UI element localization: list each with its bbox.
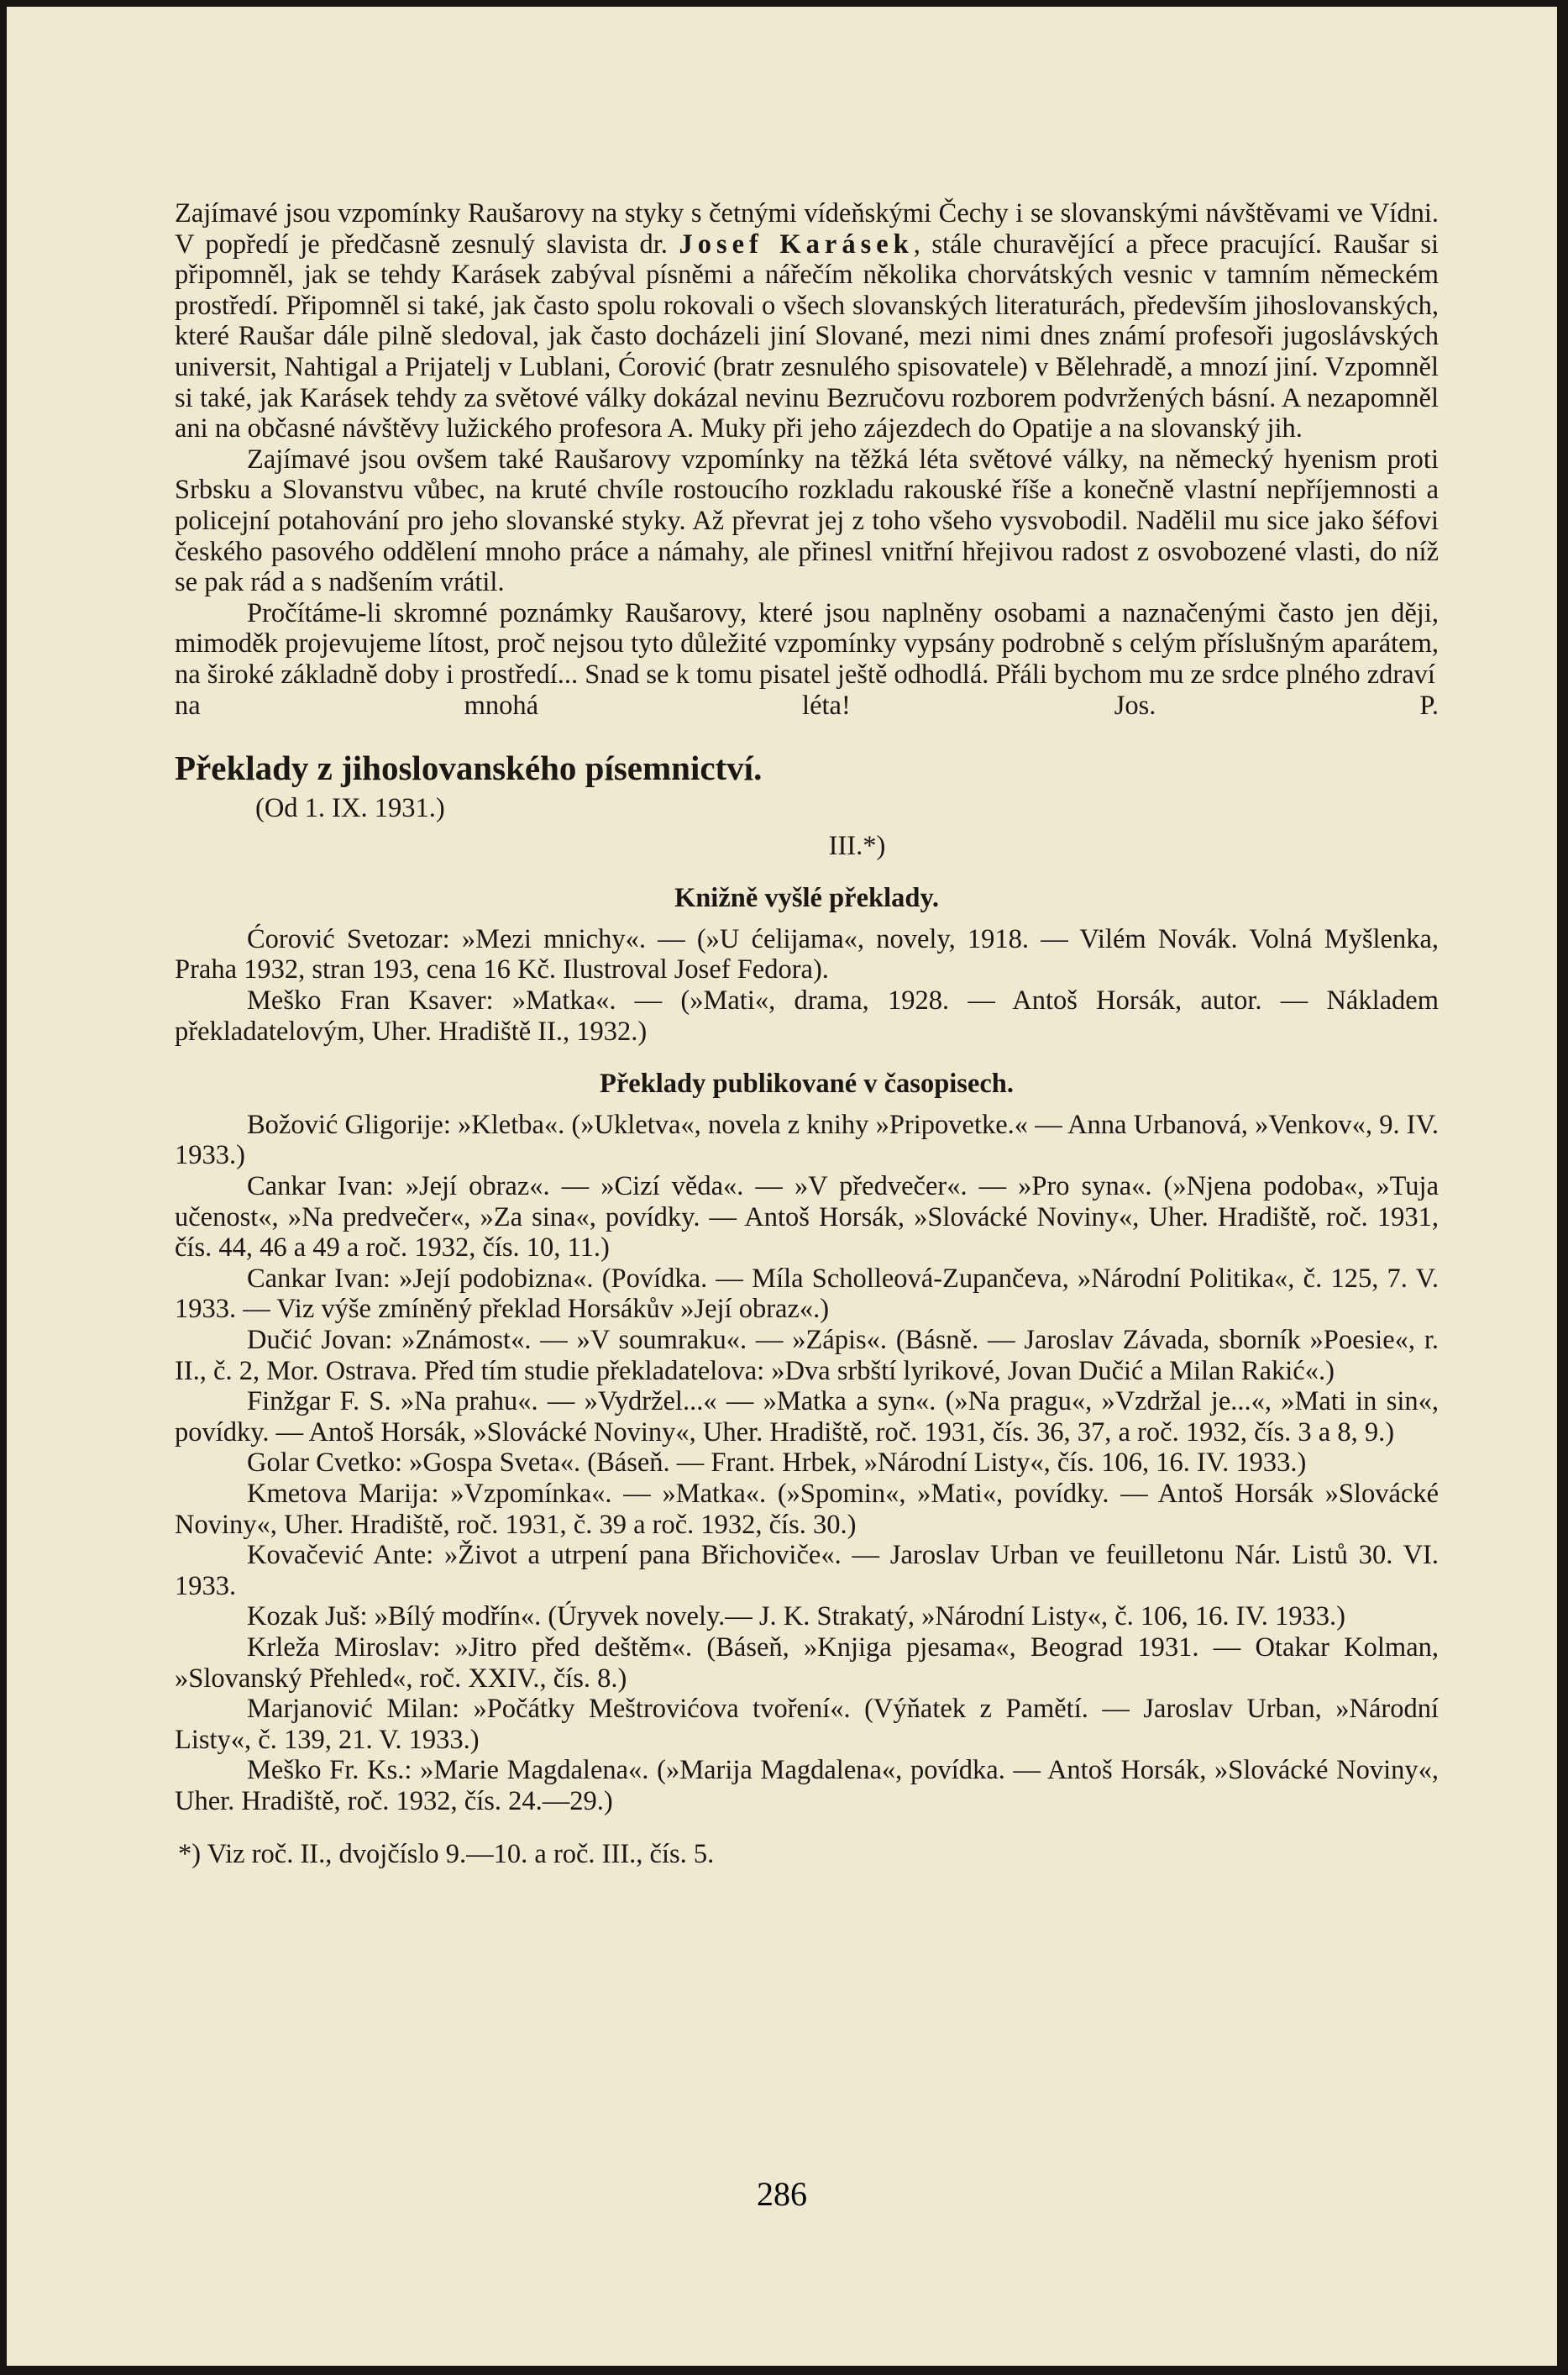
page-content bbox=[175, 198, 1439, 1869]
list-item: Ćorović Svetozar: »Mezi mnichy«. — (»U ćelijama«, novely, 1918. — Vilém Novák. Volná Myšlenka, Praha 1932, stran 193, cena 16 Kč. Ilustroval Josef Fedora). bbox=[175, 923, 1439, 985]
closing-phrase: na mnohá léta! bbox=[175, 690, 851, 721]
list-item: Kovačević Ante: »Život a utrpení pana Břichoviče«. — Jaroslav Urban ve feuilletonu Nár. Listů 30. VI. 1933. bbox=[175, 1540, 1439, 1601]
intro-paragraph-3: Pročítáme-li skromné poznámky Raušarovy, které jsou naplněny osobami a naznačenými často jen ději, mimoděk projevujeme lítost, proč nejsou tyto důležité vzpomínky vypsány podrobně s celým příslušným aparátem, na široké základně doby i prostředí... Snad se k tomu pisatel ještě odhodlá. Přáli bychom mu ze srdce plného zdraví bbox=[175, 597, 1439, 690]
books-list bbox=[175, 924, 1439, 1047]
footnote: *) Viz roč. II., dvojčíslo 9.—10. a roč. III., čís. 5. bbox=[178, 1838, 715, 1869]
section-date-range: (Od 1. IX. 1931.) bbox=[255, 793, 445, 824]
signature: Jos. P. bbox=[1114, 690, 1439, 721]
list-item: Finžgar F. S. »Na prahu«. — »Vydržel...« — »Matka a syn«. (»Na pragu«, »Vzdržal je...«, »Mati in sin«, povídky. — Antoš Horsák, »Slovácké Noviny«, Uher. Hradiště, roč. 1931, čís. 36, 37, a roč. 1932, čís. 3 a 8, 9.) bbox=[175, 1386, 1439, 1448]
section-part-number: III.*) bbox=[828, 830, 886, 861]
intro-paragraph-2: Zajímavé jsou ovšem také Raušarovy vzpomínky na těžká léta světové války, na německý hyenism proti Srbsku a Slovanstvu vůbec, na kruté chvíle rostoucího rozkladu rakouské říše a konečně vlastní nepříjemnosti a policejní potahování pro jeho slovanské styky. Až převrat jej z toho všeho vysvobodil. Nadělil mu sice jako šéfovi českého pasového oddělení mnoho práce a námahy, ale přinesl vnitřní hřejivou radost z osvobozené vlasti, do níž se pak rád a s nadšením vrátil. bbox=[175, 444, 1439, 598]
section-title: Překlady z jihoslovanského písemnictví. bbox=[175, 749, 763, 788]
list-item: Cankar Ivan: »Její obraz«. — »Cizí věda«. — »V předvečer«. — »Pro syna«. (»Njena podoba«, »Tuja učenost«, »Na predvečer«, »Za sina«, povídky. — Antoš Horsák, »Slovácké Noviny«, Uher. Hradiště, roč. 1931, čís. 44, 46 a 49 a roč. 1932, čís. 10, 11.) bbox=[175, 1171, 1439, 1264]
list-item: Marjanović Milan: »Počátky Meštrovićova tvoření«. (Výňatek z Pamětí. — Jaroslav Urban, »Národní Listy«, č. 139, 21. V. 1933.) bbox=[175, 1694, 1439, 1755]
list-item: Kozak Juš: »Bílý modřín«. (Úryvek novely.— J. K. Strakatý, »Národní Listy«, č. 106, 16. IV. 1933.) bbox=[247, 1601, 1345, 1632]
list-item: Božović Gligorije: »Kletba«. (»Ukletva«, novela z knihy »Pripovetke.« — Anna Urbanová, »Venkov«, 9. IV. 1933.) bbox=[175, 1109, 1439, 1171]
intro-paragraph-1-start: Zajímavé jsou vzpomínky Raušarovy na styky s četnými vídeňskými Čechy i se slovanskými návštěvami ve Vídni. V popředí je předčasně zesnulý slavista dr. bbox=[175, 198, 1439, 260]
list-item: Krleža Miroslav: »Jitro před deštěm«. (Báseň, »Knjiga pjesama«, Beograd 1931. — Otakar Kolman, »Slovanský Přehled«, roč. XXIV., čís. 8.) bbox=[175, 1631, 1439, 1694]
page bbox=[7, 7, 1557, 2366]
list-item: Golar Cvetko: »Gospa Sveta«. (Báseň. — Frant. Hrbek, »Národní Listy«, čís. 106, 16. IV. 1933.) bbox=[247, 1448, 1307, 1479]
list-item: Cankar Ivan: »Její podobizna«. (Povídka. — Míla Scholleová-Zupančeva, »Národní Politika«, č. 125, 7. V. 1933. — Viz výše zmíněný překlad Horsákův »Její obraz«.) bbox=[175, 1263, 1439, 1325]
signature-line bbox=[175, 691, 1439, 722]
periodicals-heading: Překlady publikované v časopisech. bbox=[600, 1069, 1014, 1100]
list-item: Meško Fran Ksaver: »Matka«. — (»Mati«, drama, 1928. — Antoš Horsák, autor. — Nákladem překladatelovým, Uher. Hradiště II., 1932.) bbox=[175, 985, 1439, 1047]
list-item: Meško Fr. Ks.: »Marie Magdalena«. (»Marija Magdalena«, povídka. — Antoš Horsák, »Slovácké Noviny«, Uher. Hradiště, roč. 1932, čís. 24.—29.) bbox=[175, 1755, 1439, 1816]
highlighted-name: Josef Karásek bbox=[679, 229, 914, 260]
intro-paragraph-1 bbox=[175, 198, 1439, 444]
intro-paragraph-1-end: , stále churavějící a přece pracující. Raušar si připomněl, jak se tehdy Karásek zabýval písněmi a nářečím několika chorvátských vesnic v tamním německém prostředí. Připomněl si také, jak často spolu rokovali o všech slovanských literaturách, především jihoslovanských, které Raušar dále pilně sledoval, jak často docházeli jiní Slované, mezi nimi dnes známí profesoři jugoslávských universit, Nahtigal a Prijatelj v Lublani, Ćorović (bratr zesnulého spisovatele) v Bělehradě, a mnozí jiní. Vzpomněl si také, jak Karásek tehdy za světové války dokázal nevinu Bezručovu rozborem podvržených básní. A nezapomněl ani na občasné návštěvy lužického profesora A. Muky při jeho zájezdech do Opatije a na slovanský jih. bbox=[175, 229, 1440, 444]
list-item: Dučić Jovan: »Známost«. — »V soumraku«. — »Zápis«. (Básně. — Jaroslav Závada, sborník »Poesie«, r. II., č. 2, Mor. Ostrava. Před tím studie překladatelova: »Dva srbští lyrikové, Jovan Dučić a Milan Rakić«.) bbox=[175, 1325, 1439, 1386]
periodicals-list bbox=[175, 1110, 1439, 1817]
books-heading: Knižně vyšlé překlady. bbox=[674, 883, 940, 914]
list-item: Kmetova Marija: »Vzpomínka«. — »Matka«. (»Spomin«, »Mati«, povídky. — Antoš Horsák »Slovácké Noviny«, Uher. Hradiště, roč. 1931, č. 39 a roč. 1932, čís. 30.) bbox=[175, 1478, 1439, 1540]
page-number: 286 bbox=[757, 2175, 807, 2213]
